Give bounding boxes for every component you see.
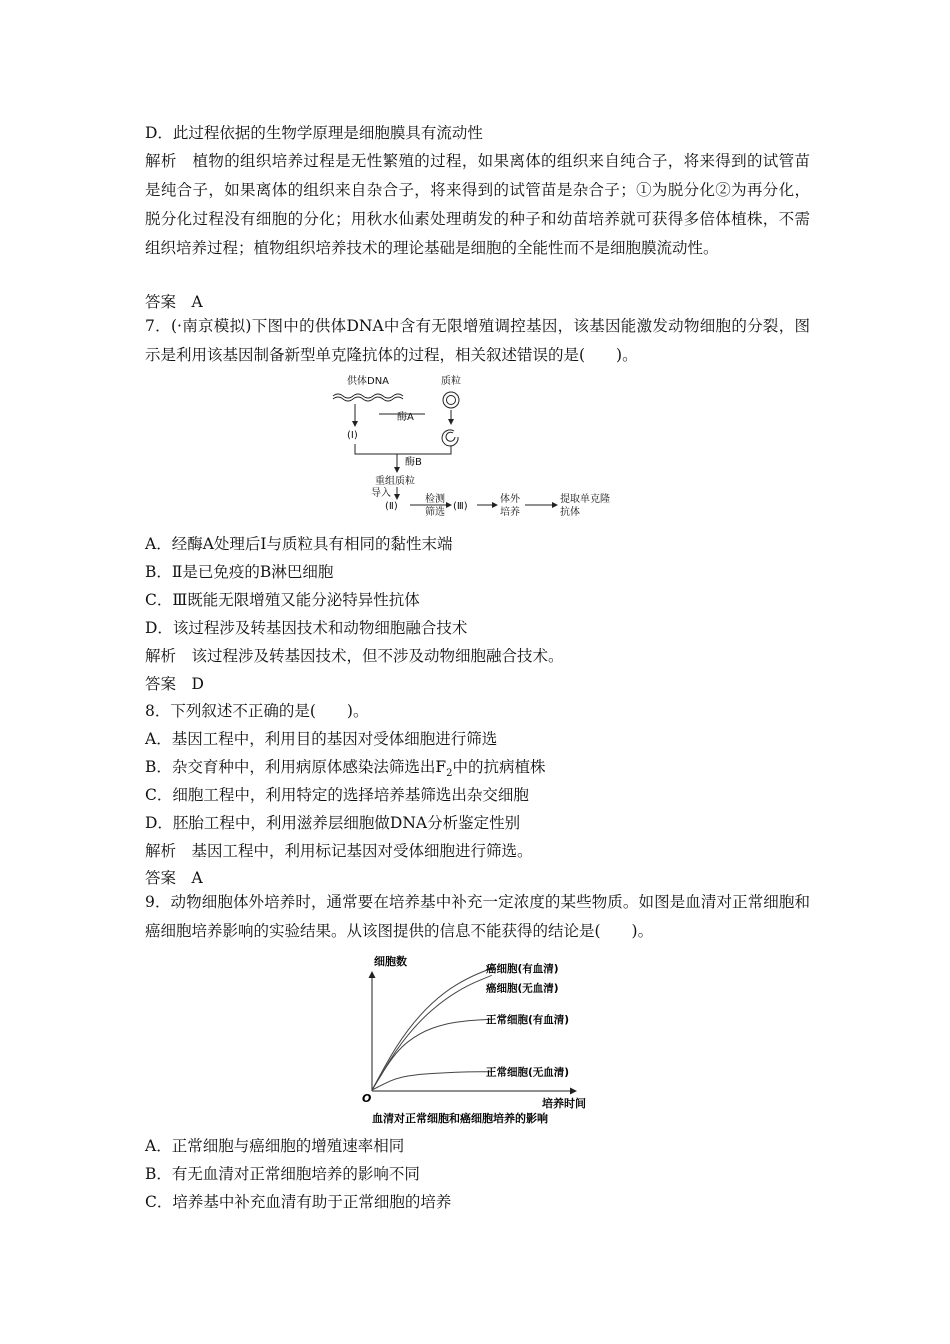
series-line-2 xyxy=(372,1019,492,1090)
q6-option-d: D．此过程依据的生物学原理是细胞膜具有流动性 xyxy=(145,124,483,142)
label-2: (Ⅱ) xyxy=(385,501,398,512)
q8-option-b-subscript: 2 xyxy=(446,768,453,780)
q8-option-b xyxy=(145,757,815,784)
label-3: (Ⅲ) xyxy=(453,501,468,512)
q9-option-b: B．有无血清对正常细胞培养的影响不同 xyxy=(145,1165,420,1183)
plasmid-inner-circle xyxy=(447,396,456,405)
antibody-label: 抗体 xyxy=(560,507,580,518)
series-label-3: 正常细胞(无血清) xyxy=(486,1066,570,1079)
x-axis-label: 培养时间 xyxy=(542,1097,586,1110)
q7-option-d: D．该过程涉及转基因技术和动物细胞融合技术 xyxy=(145,619,468,637)
q7-option-a: A．经酶A处理后Ⅰ与质粒具有相同的黏性末端 xyxy=(145,535,453,553)
q9-option-c: C．培养基中补充血清有助于正常细胞的培养 xyxy=(145,1193,452,1211)
q9-chart xyxy=(360,950,600,1130)
cut-plasmid-inner xyxy=(446,432,455,441)
q8-option-a: A．基因工程中，利用目的基因对受体细胞进行筛选 xyxy=(145,730,498,748)
q7-answer: 答案 D xyxy=(145,675,204,693)
series-label-2: 正常细胞(有血清) xyxy=(486,1014,570,1027)
q7-option-b: B．Ⅱ是已免疫的B淋巴细胞 xyxy=(145,563,334,581)
q7-option-c: C．Ⅲ既能无限增殖又能分泌特异性抗体 xyxy=(145,591,420,609)
q6-answer: 答案 A xyxy=(145,293,203,311)
screen-label: 筛选 xyxy=(425,507,445,518)
q8-stem: 8．下列叙述不正确的是( )。 xyxy=(145,702,369,720)
enzyme-b-label: 酶B xyxy=(405,457,422,468)
q9-stem: 9．动物细胞体外培养时，通常要在培养基中补充一定浓度的某些物质。如图是血清对正常细胞和癌细胞培养影响的实验结果。从该图提供的信息不能获得的结论是( )。 xyxy=(145,893,810,940)
chart-title: 血清对正常细胞和癌细胞培养的影响 xyxy=(372,1112,548,1125)
plasmid-label: 质粒 xyxy=(441,376,461,387)
q7-figure xyxy=(325,374,625,518)
series-group xyxy=(372,962,569,1090)
q9-option-a: A．正常细胞与癌细胞的增殖速率相同 xyxy=(145,1137,405,1155)
origin-label: O xyxy=(362,1092,372,1105)
donor-dna-label: 供体DNA xyxy=(347,376,390,387)
q6-analysis: 解析 植物的组织培养过程是无性繁殖的过程，如果离体的组织来自纯合子，将来得到的试管苗是纯合子，如果离体的组织来自杂合子，将来得到的试管苗是杂合子；①为脱分化②为再分化，脱分化过程没有细胞的分化；用秋水仙素处理萌发的种子和幼苗培养就可获得多倍体植株，不需组织培养过程；植物组织培养技术的理论基础是细胞的全能性而不是细胞膜流动性。 xyxy=(145,152,810,257)
in-vitro-label: 体外 xyxy=(500,494,520,505)
donor-dna-strand xyxy=(333,394,403,398)
series-line-1 xyxy=(372,975,492,1090)
culture-label: 培养 xyxy=(500,507,520,518)
q8-option-b-pre: B．杂交育种中，利用病原体感染法筛选出F xyxy=(145,758,447,776)
enzyme-a-label: 酶A xyxy=(397,412,414,423)
q7-stem: 7．(·南京模拟)下图中的供体DNA中含有无限增殖调控基因，该基因能激发动物细胞的分裂，图示是利用该基因制备新型单克隆抗体的过程，相关叙述错误的是( )。 xyxy=(145,317,810,364)
recombinant-label: 重组质粒 xyxy=(375,476,415,487)
q8-option-b-post: 中的抗病植株 xyxy=(452,758,546,776)
label-1: (Ⅰ) xyxy=(347,430,358,441)
extract-label: 提取单克隆 xyxy=(560,494,610,505)
q7-analysis: 解析 该过程涉及转基因技术，但不涉及动物细胞融合技术。 xyxy=(145,647,564,665)
q8-answer: 答案 A xyxy=(145,869,203,887)
plasmid-circle xyxy=(443,392,459,408)
q8-option-d: D．胚胎工程中，利用滋养层细胞做DNA分析鉴定性别 xyxy=(145,814,521,832)
series-label-1: 癌细胞(无血清) xyxy=(486,982,559,995)
q8-analysis: 解析 基因工程中，利用标记基因对受体细胞进行筛选。 xyxy=(145,842,533,860)
series-label-0: 癌细胞(有血清) xyxy=(486,963,559,975)
q8-option-c: C．细胞工程中，利用特定的选择培养基筛选出杂交细胞 xyxy=(145,786,529,804)
import-label: 导入 xyxy=(371,488,391,499)
join-line xyxy=(355,444,451,454)
detect-label: 检测 xyxy=(425,494,445,505)
series-line-3 xyxy=(372,1072,492,1090)
y-axis-label: 细胞数 xyxy=(374,955,407,968)
